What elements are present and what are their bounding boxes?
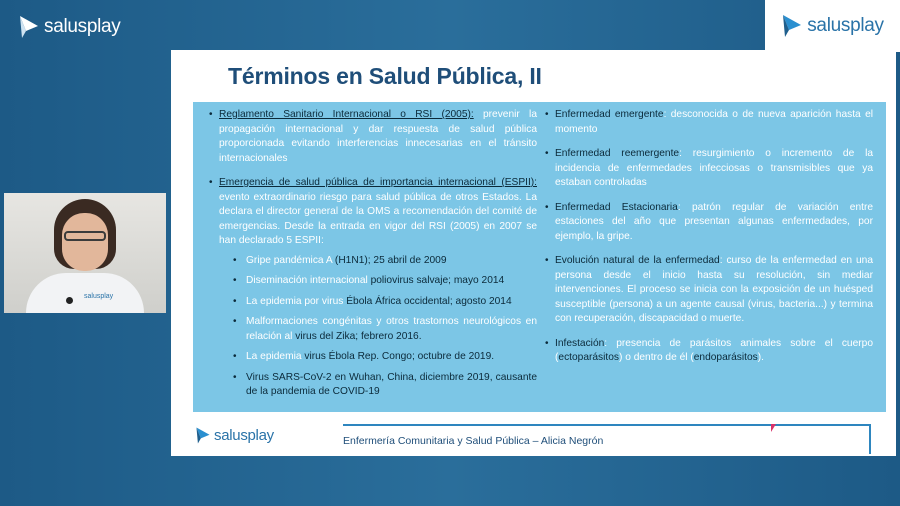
- glasses-icon: [64, 231, 106, 241]
- microphone-icon: [66, 297, 73, 304]
- bullet-icon: •: [545, 201, 549, 213]
- salusplay-logo-icon: [18, 14, 40, 40]
- list-item: [209, 108, 537, 166]
- term-label: Enfermedad reemergente: [555, 148, 680, 159]
- bullet-icon: •: [233, 351, 237, 362]
- content-panel: [193, 102, 886, 412]
- espii-item: • Gripe pandémica A (H1N1); 25 abril de 2009: [219, 254, 537, 269]
- term-definition: : patrón regular de variación entre estaciones del año que presentan algunas enfermedades, por ejemplo, la gripe.: [555, 201, 873, 242]
- slide-title: Términos en Salud Pública, II: [228, 63, 542, 89]
- bullet-icon: •: [545, 109, 549, 120]
- bullet-icon: •: [545, 255, 549, 266]
- list-item: [209, 176, 537, 400]
- brand-logo-top-left: [18, 14, 121, 40]
- bullet-icon: •: [233, 316, 237, 327]
- list-item: [545, 147, 873, 191]
- right-column: [545, 108, 873, 376]
- term-definition: prevenir la propagación internacional y dar respuesta de salud pública proporcionada evitando interferencias innecesarias en el tránsito internacionales: [219, 109, 537, 164]
- footer-logo: [195, 426, 274, 445]
- footer-divider: [343, 424, 871, 426]
- espii-item: • La epidemia por virus Ébola África occidental; agosto 2014: [219, 295, 537, 310]
- espii-item: • Malformaciones congénitas y otros trastornos neurológicos en relación al virus del Zika; febrero 2016.: [233, 316, 537, 342]
- shirt-logo: salusplay: [84, 293, 114, 300]
- term-definition: : resurgimiento o incremento de la incidencia de enfermedades infecciosas o transmisibles que ya estaban controladas: [555, 148, 873, 188]
- bullet-icon: •: [233, 275, 237, 286]
- term-label: Emergencia de salud pública de importancia internacional (ESPII):: [219, 177, 537, 188]
- list-item: • Infestación: presencia de parásitos animales sobre el cuerpo (ectoparásitos) o dentro de él (endoparásitos).: [545, 337, 873, 363]
- left-column: [209, 108, 537, 410]
- brand-name: salusplay: [44, 16, 121, 37]
- footer-divider-vertical: [869, 424, 871, 454]
- presentation-slide: [171, 50, 896, 456]
- slide-footer: [171, 420, 896, 456]
- term-definition: : curso de la enfermedad en una persona desde el inicio hasta su resolución, sin mediar intervenciones. El proceso se inicia con la exposición de un huésped susceptible (persona) a un agente causal (virus, bacteria...) y termina con recuperación, discapacidad o muerte.: [555, 255, 873, 324]
- espii-item: • Diseminación internacional poliovirus salvaje; mayo 2014: [219, 274, 537, 289]
- bullet-icon: •: [545, 148, 549, 159]
- list-item: [545, 201, 873, 245]
- list-item: [545, 254, 873, 327]
- footer-text: Enfermería Comunitaria y Salud Pública – Alicia Negrón: [343, 435, 604, 447]
- espii-item: • Virus SARS-CoV-2 en Wuhan, China, diciembre 2019, causante de la pandemia de COVID-19: [233, 371, 537, 397]
- list-item: [545, 108, 873, 137]
- brand-logo-top-right: [765, 0, 900, 52]
- term-definition: : desconocida o de nueva aparición hasta el momento: [555, 109, 873, 135]
- presenter-webcam: [4, 193, 166, 313]
- bullet-icon: •: [209, 109, 213, 120]
- bullet-icon: •: [209, 177, 213, 188]
- bullet-icon: •: [233, 371, 237, 383]
- salusplay-logo-icon: [195, 426, 211, 445]
- term-label: Infestación: [555, 337, 605, 349]
- bullet-icon: •: [233, 295, 237, 307]
- term-label: Evolución natural de la enfermedad: [555, 255, 720, 266]
- bullet-icon: •: [545, 337, 549, 349]
- term-label: Reglamento Sanitario Internacional o RSI (2005):: [219, 109, 474, 120]
- term-label: Enfermedad emergente: [555, 109, 664, 120]
- espii-list: [219, 254, 537, 400]
- brand-name: salusplay: [807, 15, 884, 36]
- brand-name: salusplay: [214, 427, 274, 444]
- espii-item: • La epidemia virus Ébola Rep. Congo; octubre de 2019.: [219, 350, 537, 365]
- salusplay-logo-icon: [781, 13, 803, 39]
- term-definition: evento extraordinario riesgo para salud pública de otros Estados. La declara el director general de la OMS a recomendación del comité de emergencias. Desde la entrada en vigor del RSI (2005) en 2007 se han declarado 5 ESPII:: [219, 191, 537, 246]
- mouse-cursor-icon: [771, 424, 776, 432]
- bullet-icon: •: [233, 254, 237, 266]
- term-label: Enfermedad Estacionaria: [555, 201, 678, 213]
